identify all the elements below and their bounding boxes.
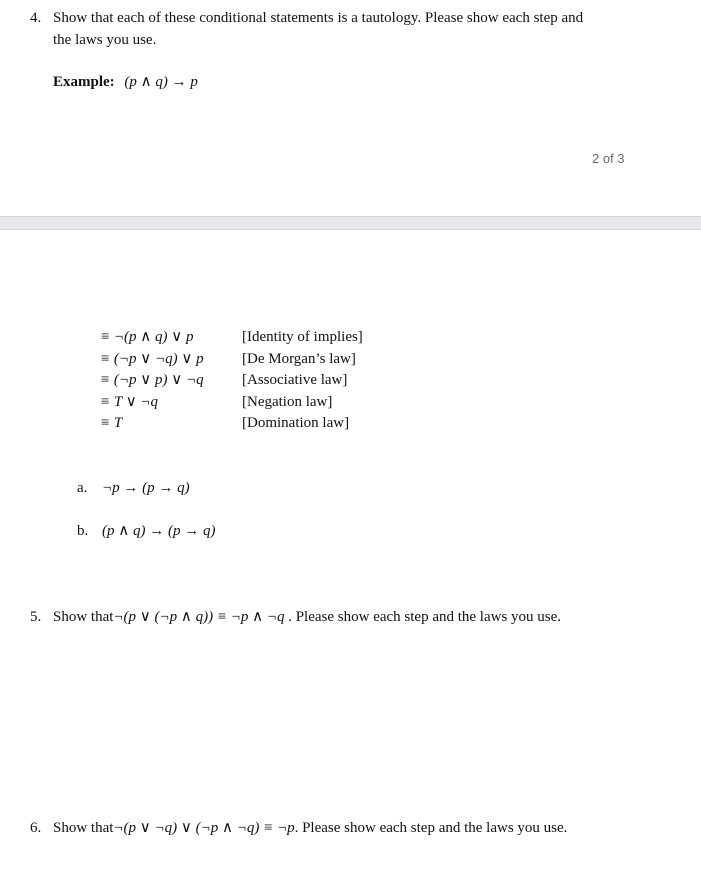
- part-b-label: b.: [77, 523, 89, 539]
- proof-step-law: [Domination law]: [242, 415, 350, 431]
- problem-6-text: [53, 817, 567, 839]
- part-b-expression: (p ∧ q) → (p → q): [102, 523, 216, 539]
- problem-6-prefix: Show that: [53, 820, 114, 836]
- proof-step-expression: ≡ ¬(p ∧ q) ∨ p: [100, 329, 194, 345]
- problem-6-expression: ¬(p ∨ ¬q) ∨ (¬p ∧ ¬q) ≡ ¬p: [113, 820, 295, 836]
- problem-4-text-line2: the laws you use.: [53, 32, 157, 48]
- example-expression: (p ∧ q) → p: [124, 74, 198, 90]
- part-a-label: a.: [77, 480, 88, 496]
- problem-5-expression: ¬(p ∨ (¬p ∧ q)) ≡ ¬p ∧ ¬q: [113, 609, 285, 625]
- proof-step-expression: ≡ (¬p ∨ p) ∨ ¬q: [100, 372, 204, 388]
- proof-step: [100, 326, 400, 348]
- proof-step-expression: ≡ (¬p ∨ ¬q) ∨ p: [100, 351, 204, 367]
- problem-5-text: [53, 606, 561, 628]
- problem-5-prefix: Show that: [53, 609, 114, 625]
- example-label: Example:: [53, 74, 115, 90]
- problem-6-number: 6.: [30, 820, 42, 836]
- proof-step: [100, 369, 400, 391]
- page-break-separator: [0, 216, 701, 230]
- example-row: [53, 71, 198, 93]
- problem-6-suffix: . Please show each step and the laws you use.: [294, 820, 568, 836]
- proof-step-law: [De Morgan’s law]: [242, 351, 356, 367]
- page-indicator: 2 of 3: [592, 151, 625, 166]
- proof-step-expression: ≡ T ∨ ¬q: [100, 394, 159, 410]
- proof-step-law: [Associative law]: [242, 372, 348, 388]
- problem-5-number: 5.: [30, 609, 42, 625]
- proof-step: [100, 412, 400, 434]
- proof-step-expression: ≡ T: [100, 415, 123, 431]
- proof-step: [100, 348, 400, 370]
- problem-4-text-line1: Show that each of these conditional statements is a tautology. Please show each step and: [53, 10, 584, 26]
- proof-step: [100, 391, 400, 413]
- part-a-expression: ¬p → (p → q): [102, 480, 190, 496]
- problem-4-number: 4.: [30, 10, 42, 26]
- problem-5-suffix: . Please show each step and the laws you use.: [288, 609, 562, 625]
- proof-step-law: [Identity of implies]: [242, 329, 363, 345]
- proof-step-law: [Negation law]: [242, 394, 333, 410]
